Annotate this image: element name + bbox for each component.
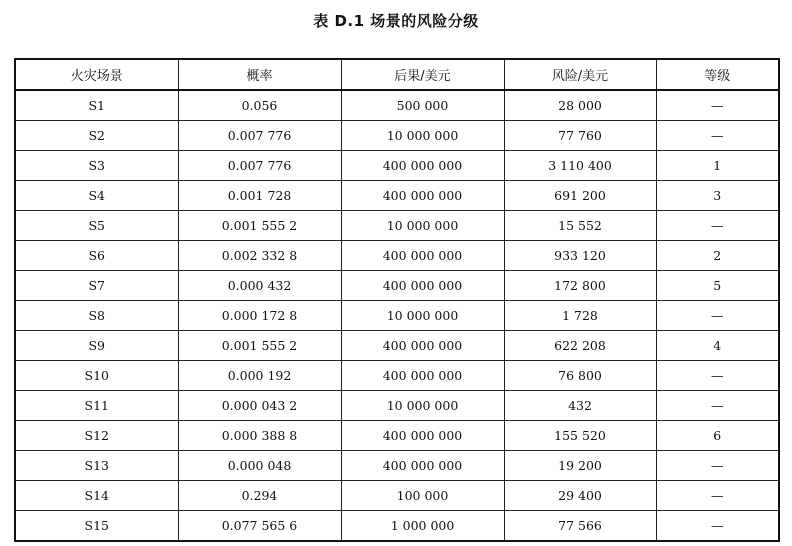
cell-consequence: 400 000 000 [341,151,504,181]
cell-probability: 0.007 776 [178,151,341,181]
cell-scenario: S4 [15,181,178,211]
cell-risk: 77 566 [504,511,656,542]
table-row [15,241,779,271]
cell-risk: 3 110 400 [504,151,656,181]
cell-consequence: 400 000 000 [341,421,504,451]
cell-scenario: S15 [15,511,178,542]
cell-grade: 1 [656,151,779,181]
cell-grade: 3 [656,181,779,211]
cell-consequence: 400 000 000 [341,451,504,481]
cell-scenario: S5 [15,211,178,241]
table-row [15,421,779,451]
table-row [15,331,779,361]
cell-probability: 0.000 043 2 [178,391,341,421]
cell-risk: 691 200 [504,181,656,211]
cell-consequence: 100 000 [341,481,504,511]
cell-probability: 0.000 048 [178,451,341,481]
cell-scenario: S12 [15,421,178,451]
table-row [15,511,779,542]
cell-grade: — [656,391,779,421]
cell-scenario: S8 [15,301,178,331]
cell-risk: 28 000 [504,90,656,121]
table-row [15,271,779,301]
cell-probability: 0.001 728 [178,181,341,211]
cell-grade: — [656,301,779,331]
cell-risk: 172 800 [504,271,656,301]
cell-probability: 0.000 432 [178,271,341,301]
cell-risk: 1 728 [504,301,656,331]
risk-table [14,58,780,542]
cell-grade: — [656,121,779,151]
cell-consequence: 400 000 000 [341,271,504,301]
cell-risk: 76 800 [504,361,656,391]
cell-probability: 0.000 192 [178,361,341,391]
cell-scenario: S2 [15,121,178,151]
cell-probability: 0.294 [178,481,341,511]
header-probability: 概率 [178,59,341,90]
header-consequence: 后果/美元 [341,59,504,90]
cell-grade: — [656,511,779,542]
table-row [15,211,779,241]
cell-scenario: S6 [15,241,178,271]
cell-grade: — [656,211,779,241]
table-row [15,121,779,151]
cell-scenario: S1 [15,90,178,121]
table-row [15,301,779,331]
header-risk: 风险/美元 [504,59,656,90]
cell-scenario: S11 [15,391,178,421]
cell-consequence: 400 000 000 [341,241,504,271]
cell-risk: 155 520 [504,421,656,451]
cell-consequence: 400 000 000 [341,361,504,391]
cell-probability: 0.001 555 2 [178,211,341,241]
cell-probability: 0.000 388 8 [178,421,341,451]
table-row [15,90,779,121]
cell-consequence: 10 000 000 [341,121,504,151]
cell-scenario: S9 [15,331,178,361]
header-scenario: 火灾场景 [15,59,178,90]
cell-grade: 6 [656,421,779,451]
cell-consequence: 10 000 000 [341,391,504,421]
cell-scenario: S10 [15,361,178,391]
table-row [15,451,779,481]
cell-probability: 0.077 565 6 [178,511,341,542]
cell-grade: — [656,481,779,511]
cell-scenario: S14 [15,481,178,511]
cell-risk: 432 [504,391,656,421]
cell-probability: 0.002 332 8 [178,241,341,271]
cell-probability: 0.000 172 8 [178,301,341,331]
table-body [15,90,779,541]
cell-grade: 2 [656,241,779,271]
cell-risk: 15 552 [504,211,656,241]
cell-risk: 77 760 [504,121,656,151]
table-title: 表 D.1 场景的风险分级 [313,12,479,30]
cell-grade: — [656,90,779,121]
cell-consequence: 10 000 000 [341,301,504,331]
cell-scenario: S13 [15,451,178,481]
cell-risk: 29 400 [504,481,656,511]
cell-risk: 933 120 [504,241,656,271]
header-grade: 等级 [656,59,779,90]
cell-risk: 19 200 [504,451,656,481]
cell-probability: 0.001 555 2 [178,331,341,361]
cell-grade: — [656,361,779,391]
cell-consequence: 500 000 [341,90,504,121]
cell-grade: 4 [656,331,779,361]
cell-probability: 0.056 [178,90,341,121]
table-row [15,391,779,421]
cell-scenario: S3 [15,151,178,181]
cell-grade: 5 [656,271,779,301]
cell-consequence: 400 000 000 [341,181,504,211]
table-row [15,481,779,511]
cell-probability: 0.007 776 [178,121,341,151]
header-row [15,59,779,90]
cell-consequence: 1 000 000 [341,511,504,542]
table-row [15,181,779,211]
cell-scenario: S7 [15,271,178,301]
cell-grade: — [656,451,779,481]
table-row [15,151,779,181]
table-row [15,361,779,391]
cell-consequence: 400 000 000 [341,331,504,361]
cell-risk: 622 208 [504,331,656,361]
cell-consequence: 10 000 000 [341,211,504,241]
